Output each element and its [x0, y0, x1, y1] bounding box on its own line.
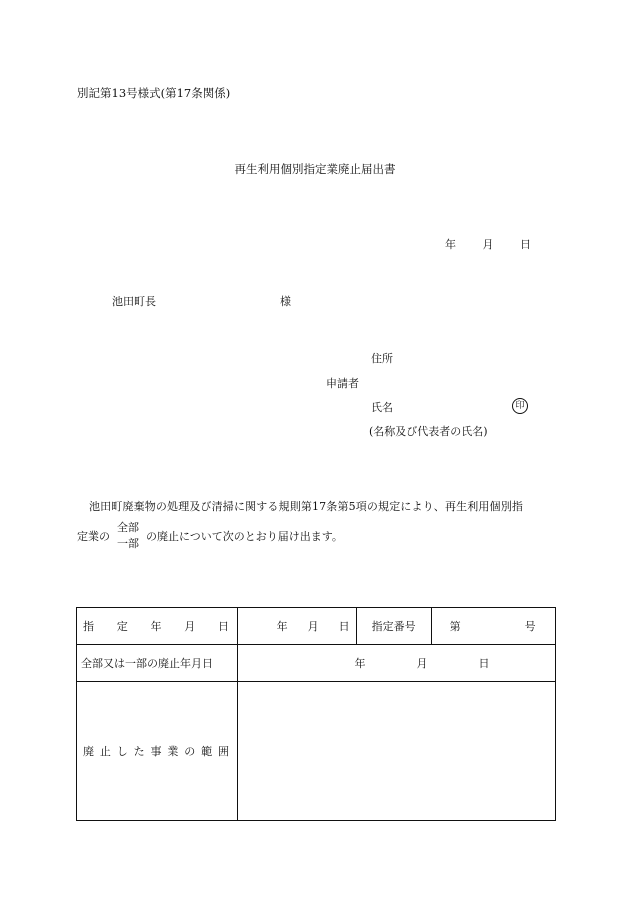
body-text-line1: 池田町廃棄物の処理及び清掃に関する規則第17条第5項の規定により、再生利用個別指 [89, 500, 523, 513]
designation-date-label: 指 定 年 月 日 [77, 608, 238, 645]
business-scope-field [238, 682, 556, 821]
month-label: 月 [416, 657, 428, 670]
body-text-suffix: の廃止について次のとおり届け出ます。 [146, 530, 343, 543]
day-label: 日 [338, 620, 350, 633]
seal-mark: 印 [512, 398, 528, 414]
day-label: 日 [520, 238, 531, 251]
option-part: 一部 [117, 537, 139, 550]
business-scope-label: 廃止した事業の範囲 [77, 682, 238, 821]
document-title: 再生利用個別指定業廃止届出書 [234, 162, 396, 176]
addressee-honorific: 様 [280, 295, 291, 308]
submission-date [445, 236, 531, 252]
body-text-prefix: 定業の [77, 530, 110, 543]
month-label: 月 [482, 238, 494, 251]
table-row-scope [77, 682, 556, 821]
designation-number-label: 指定番号 [356, 608, 431, 645]
abolition-date-label: 全部又は一部の廃止年月日 [77, 645, 238, 682]
year-label: 年 [276, 620, 288, 633]
name-note: (名称及び代表者の氏名) [369, 425, 488, 438]
scope-options [117, 520, 139, 552]
table-row-designation [77, 608, 556, 645]
option-all: 全部 [117, 521, 139, 534]
address-label: 住所 [371, 352, 393, 365]
designation-date-field [238, 608, 357, 645]
table-row-abolition-date [77, 645, 556, 682]
applicant-label: 申請者 [326, 377, 359, 390]
year-label: 年 [354, 657, 366, 670]
abolition-date-field [238, 645, 556, 682]
number-suffix: 号 [524, 620, 536, 633]
day-label: 日 [478, 657, 490, 670]
month-label: 月 [307, 620, 319, 633]
designation-number-field [431, 608, 555, 645]
addressee-name: 池田町長 [112, 295, 156, 308]
designation-table [76, 607, 556, 821]
number-prefix: 第 [449, 620, 461, 633]
year-label: 年 [445, 238, 456, 251]
form-id: 別記第13号様式(第17条関係) [77, 86, 231, 100]
name-label: 氏名 [371, 401, 393, 414]
